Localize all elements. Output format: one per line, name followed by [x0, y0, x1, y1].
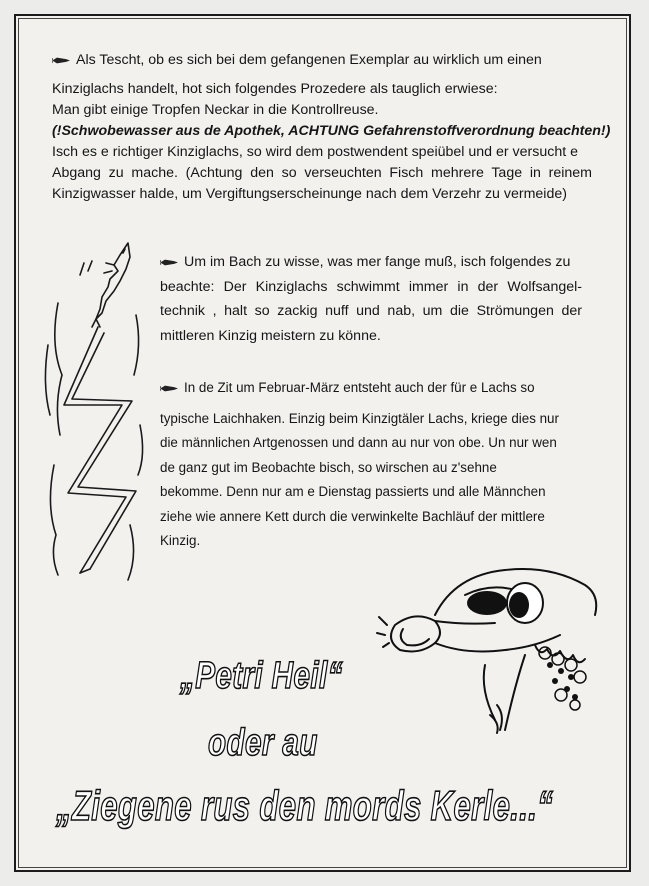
section2-line-2: typische Laichhaken. Einzig beim Kinzigtäler Lachs, kriege dies nur — [160, 410, 559, 426]
intro-warning: (!Schwobewasser aus de Apothek, ACHTUNG Gefahrenstoffverordnung beachten!) — [52, 123, 611, 139]
intro-line-6: Abgang zu mache. (Achtung den so verseuchten Fisch mehrere Tage in reinem — [52, 165, 592, 181]
section2-line-3: die männlichen Artgenossen und dann au nur von obe. Un nur wen — [160, 435, 557, 450]
section1-line-1: Um im Bach zu wisse, was mer fange muß, isch folgendes zu — [160, 250, 582, 275]
intro-line-2: Kinziglachs handelt, hot sich folgendes Prozedere als tauglich erwiese: — [52, 81, 498, 97]
section2-line-6: ziehe wie annere Kett durch die verwinkelte Bachläuf der mittlere — [160, 508, 545, 524]
slogan-oder-au: oder au — [208, 722, 318, 764]
right-eye-icon — [509, 592, 529, 618]
section2-line-4: de ganz gut im Beobachte bisch, so wirschen au z'sehne — [160, 459, 497, 475]
intro-line-5: Isch es e richtiger Kinziglachs, so wird dem postwendent speiübel und er versucht e — [52, 144, 578, 160]
cartoon-fish-drawing — [375, 555, 605, 745]
section2-line-5: bekomme. Denn nur am e Dienstag passierts und alle Männchen — [160, 484, 546, 499]
slogan-petri-heil: „Petri Heil“ — [180, 655, 343, 697]
fish-bullet-icon — [160, 385, 178, 392]
zigzag-fish-drawing — [40, 235, 150, 595]
intro-line-3: Man gibt einige Tropfen Neckar in die Kontrollreuse. — [52, 102, 379, 118]
slogan-ziegene: „Ziegene rus den mords Kerle...“ — [56, 782, 554, 829]
section1-line-3: technik , halt so zackig nuff und nab, um die Strömungen der — [160, 303, 582, 319]
intro-line-1: Als Tescht, ob es sich bei dem gefangenen Exemplar au wirklich um einen — [52, 50, 592, 71]
fish-bullet-icon — [160, 259, 178, 266]
section1-line-4: mittleren Kinzig meistern zu könne. — [160, 327, 381, 344]
intro-paragraph — [52, 50, 611, 205]
section-spawning-hook — [160, 376, 580, 554]
left-eye-icon — [467, 591, 507, 615]
section-zigzag-technique — [160, 250, 582, 348]
section1-line-2: beachte: Der Kinziglachs schwimmt immer in der Wolfsangel- — [160, 278, 582, 295]
fish-bullet-icon — [52, 57, 70, 64]
intro-line-7: Kinzigwasser halde, um Vergiftungserscheinunge nach dem Verzehr zu vermeide) — [52, 186, 567, 202]
section2-line-1: In de Zit um Februar-März entsteht auch der für e Lachs so — [160, 376, 580, 401]
section2-line-7: Kinzig. — [160, 533, 201, 548]
